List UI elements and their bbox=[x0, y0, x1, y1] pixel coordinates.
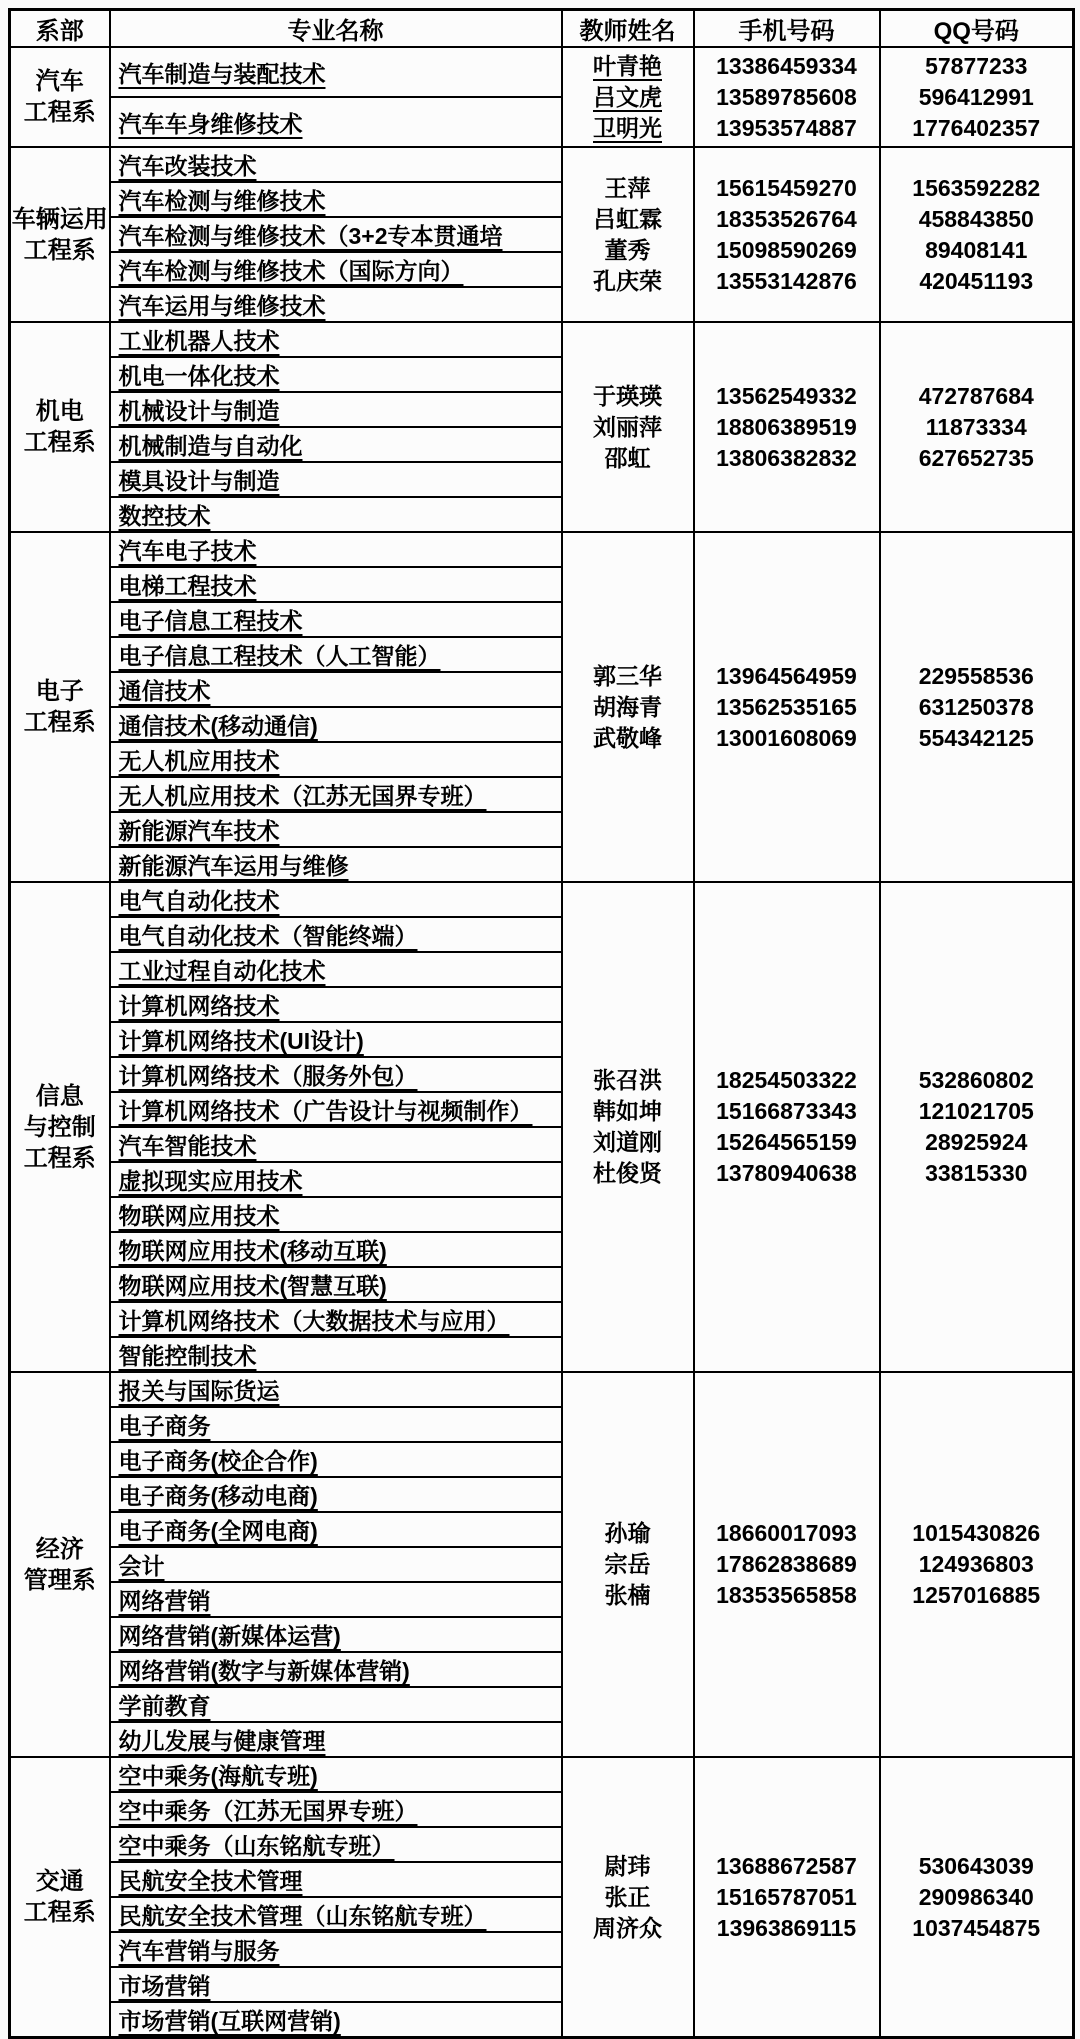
phone-number: 13386459334 bbox=[716, 52, 857, 79]
major-cell bbox=[110, 952, 562, 987]
department-cell bbox=[10, 882, 110, 1372]
qq-number: 290986340 bbox=[918, 1883, 1034, 1910]
major-name: 电子商务(全网电商) bbox=[118, 1518, 318, 1544]
qq-number: 33815330 bbox=[925, 1160, 1028, 1186]
department-name-line: 机电 bbox=[35, 398, 84, 425]
major-cell bbox=[110, 1057, 562, 1092]
teacher-name: 尉玮 bbox=[604, 1852, 651, 1879]
major-cell bbox=[110, 1512, 562, 1547]
major-cell bbox=[110, 1022, 562, 1057]
teacher-name: 吕虹霖 bbox=[593, 205, 662, 232]
phone-cell bbox=[694, 1757, 880, 2038]
phone-number: 15264565159 bbox=[716, 1129, 857, 1155]
qq-cell bbox=[880, 47, 1074, 147]
phone-number: 13953574887 bbox=[716, 114, 857, 141]
major-name: 电梯工程技术 bbox=[118, 573, 257, 599]
major-cell bbox=[110, 1582, 562, 1617]
table-row bbox=[10, 1372, 1074, 1407]
teacher-name: 孔庆荣 bbox=[593, 267, 662, 294]
major-cell bbox=[110, 427, 562, 462]
department-name-line: 电子 bbox=[35, 678, 84, 705]
major-name: 电子商务(校企合作) bbox=[118, 1448, 318, 1474]
major-name: 幼儿发展与健康管理 bbox=[118, 1728, 326, 1754]
department-name-line: 工程系 bbox=[23, 236, 96, 264]
department-name-line: 与控制 bbox=[23, 1113, 96, 1141]
qq-number: 1257016885 bbox=[912, 1582, 1041, 1608]
major-name: 计算机网络技术（大数据技术与应用） bbox=[118, 1308, 510, 1334]
major-name: 新能源汽车运用与维修 bbox=[118, 853, 349, 879]
teacher-cell bbox=[562, 322, 694, 532]
department-name-line: 交通 bbox=[35, 1868, 84, 1895]
teacher-name: 叶青艳 bbox=[593, 52, 662, 79]
major-name: 网络营销 bbox=[118, 1588, 211, 1614]
qq-number: 532860802 bbox=[918, 1067, 1034, 1093]
major-name: 汽车智能技术 bbox=[118, 1133, 257, 1159]
department-name-line: 工程系 bbox=[23, 709, 96, 736]
teacher-name: 杜俊贤 bbox=[593, 1160, 662, 1186]
qq-number: 11873334 bbox=[925, 413, 1027, 440]
teacher-name: 张召洪 bbox=[593, 1067, 662, 1093]
major-name: 计算机网络技术（广告设计与视频制作） bbox=[118, 1098, 533, 1124]
major-name: 汽车检测与维修技术 bbox=[118, 188, 326, 214]
header-phone-number: 手机号码 bbox=[694, 10, 880, 48]
department-name-line: 工程系 bbox=[23, 1144, 96, 1172]
qq-number: 627652735 bbox=[918, 444, 1034, 471]
teacher-name: 王萍 bbox=[604, 174, 651, 201]
major-cell bbox=[110, 1547, 562, 1582]
major-cell bbox=[110, 1372, 562, 1407]
phone-number: 15166873343 bbox=[716, 1098, 857, 1124]
major-name: 空中乘务(海航专班) bbox=[118, 1763, 318, 1789]
major-cell bbox=[110, 1302, 562, 1337]
major-cell bbox=[110, 1267, 562, 1302]
teacher-cell bbox=[562, 532, 694, 882]
qq-cell bbox=[880, 1372, 1074, 1757]
major-cell bbox=[110, 97, 562, 147]
phone-number: 17862838689 bbox=[716, 1551, 857, 1577]
major-name: 虚拟现实应用技术 bbox=[118, 1168, 303, 1194]
teacher-name bbox=[563, 82, 693, 113]
qq-number: 89408141 bbox=[925, 236, 1028, 263]
major-name: 汽车电子技术 bbox=[118, 538, 257, 564]
qq-number: 229558536 bbox=[918, 662, 1034, 689]
major-cell bbox=[110, 357, 562, 392]
major-name: 物联网应用技术 bbox=[118, 1203, 280, 1229]
phone-cell bbox=[694, 322, 880, 532]
qq-number: 631250378 bbox=[918, 693, 1034, 720]
phone-number: 18353526764 bbox=[716, 205, 857, 232]
teacher-name: 周济众 bbox=[593, 1914, 662, 1941]
major-name: 模具设计与制造 bbox=[118, 468, 280, 494]
major-name: 电气自动化技术（智能终端） bbox=[118, 923, 418, 949]
major-name: 民航安全技术管理 bbox=[118, 1868, 303, 1894]
major-name: 电子商务 bbox=[118, 1413, 211, 1439]
major-name: 无人机应用技术（江苏无国界专班） bbox=[118, 783, 487, 809]
department-name-line: 管理系 bbox=[23, 1566, 96, 1594]
major-cell bbox=[110, 672, 562, 707]
department-contact-table bbox=[8, 8, 1075, 2039]
phone-cell bbox=[694, 147, 880, 322]
major-cell bbox=[110, 1477, 562, 1512]
major-cell bbox=[110, 497, 562, 532]
qq-cell bbox=[880, 322, 1074, 532]
major-name: 汽车改装技术 bbox=[118, 153, 257, 179]
header-row bbox=[10, 10, 1074, 48]
major-name: 计算机网络技术（服务外包） bbox=[118, 1063, 418, 1089]
qq-number: 472787684 bbox=[918, 382, 1034, 409]
teacher-name: 张正 bbox=[604, 1883, 651, 1910]
table-row bbox=[10, 147, 1074, 182]
qq-cell bbox=[880, 147, 1074, 322]
phone-cell bbox=[694, 1372, 880, 1757]
major-cell bbox=[110, 1092, 562, 1127]
major-cell bbox=[110, 217, 562, 252]
major-name: 空中乘务（江苏无国界专班） bbox=[118, 1798, 418, 1824]
major-name: 物联网应用技术(移动互联) bbox=[118, 1238, 387, 1264]
qq-number: 1015430826 bbox=[912, 1520, 1041, 1546]
department-cell bbox=[10, 147, 110, 322]
major-name: 机电一体化技术 bbox=[118, 363, 280, 389]
header-department: 系部 bbox=[10, 10, 110, 48]
major-name: 市场营销(互联网营销) bbox=[118, 2008, 341, 2034]
teacher-name: 武敬峰 bbox=[593, 724, 662, 751]
major-cell bbox=[110, 1617, 562, 1652]
major-cell bbox=[110, 637, 562, 672]
phone-number: 13806382832 bbox=[716, 444, 857, 471]
qq-number: 1776402357 bbox=[912, 114, 1041, 141]
major-name: 汽车检测与维修技术（3+2专本贯通培 bbox=[118, 223, 503, 249]
major-cell bbox=[110, 252, 562, 287]
major-cell bbox=[110, 1337, 562, 1372]
major-cell bbox=[110, 392, 562, 427]
major-name: 民航安全技术管理（山东铭航专班） bbox=[118, 1903, 487, 1929]
major-cell bbox=[110, 1757, 562, 1792]
qq-number: 1037454875 bbox=[912, 1914, 1041, 1941]
major-cell bbox=[110, 1232, 562, 1267]
major-name: 电子商务(移动电商) bbox=[118, 1483, 318, 1509]
major-name: 工业机器人技术 bbox=[118, 328, 280, 354]
major-cell bbox=[110, 2002, 562, 2038]
major-cell bbox=[110, 182, 562, 217]
major-cell bbox=[110, 1407, 562, 1442]
major-name: 智能控制技术 bbox=[118, 1343, 257, 1369]
major-cell bbox=[110, 1967, 562, 2002]
major-name: 市场营销 bbox=[118, 1973, 211, 1999]
major-cell bbox=[110, 567, 562, 602]
major-cell bbox=[110, 602, 562, 637]
major-name: 会计 bbox=[118, 1553, 165, 1579]
major-cell bbox=[110, 812, 562, 847]
major-name: 学前教育 bbox=[118, 1693, 211, 1719]
qq-number: 28925924 bbox=[925, 1129, 1028, 1155]
phone-number: 18254503322 bbox=[716, 1067, 857, 1093]
qq-number: 420451193 bbox=[919, 267, 1034, 294]
teacher-name: 韩如坤 bbox=[593, 1098, 662, 1124]
qq-cell bbox=[880, 882, 1074, 1372]
department-name-line: 车辆运用 bbox=[11, 205, 108, 233]
qq-number: 124936803 bbox=[918, 1551, 1034, 1577]
phone-number: 13688672587 bbox=[716, 1852, 857, 1879]
teacher-name: 刘道刚 bbox=[593, 1129, 662, 1155]
teacher-name: 宗岳 bbox=[604, 1551, 651, 1577]
phone-number: 13562535165 bbox=[716, 693, 857, 720]
phone-number: 13589785608 bbox=[716, 83, 857, 110]
major-cell bbox=[110, 462, 562, 497]
major-cell bbox=[110, 1722, 562, 1757]
major-cell bbox=[110, 777, 562, 812]
department-cell bbox=[10, 47, 110, 147]
major-cell bbox=[110, 532, 562, 567]
teacher-name: 卫明光 bbox=[593, 114, 662, 141]
major-name: 计算机网络技术 bbox=[118, 993, 280, 1019]
qq-number: 458843850 bbox=[918, 205, 1034, 232]
phone-number: 15098590269 bbox=[716, 236, 857, 263]
phone-cell bbox=[694, 47, 880, 147]
qq-cell bbox=[880, 1757, 1074, 2038]
table-row bbox=[10, 47, 1074, 97]
qq-number: 57877233 bbox=[925, 52, 1028, 79]
table-row bbox=[10, 882, 1074, 917]
teacher-name: 邵虹 bbox=[604, 444, 651, 471]
major-cell bbox=[110, 47, 562, 97]
department-name-line: 工程系 bbox=[23, 429, 96, 456]
major-name: 新能源汽车技术 bbox=[118, 818, 280, 844]
phone-number: 13553142876 bbox=[716, 267, 857, 294]
phone-number: 18660017093 bbox=[716, 1520, 857, 1546]
teacher-name: 胡海青 bbox=[593, 693, 662, 720]
major-cell bbox=[110, 1932, 562, 1967]
phone-number: 15165787051 bbox=[716, 1883, 857, 1910]
major-cell bbox=[110, 1687, 562, 1722]
table-row bbox=[10, 532, 1074, 567]
phone-number: 13780940638 bbox=[716, 1160, 857, 1186]
major-name: 电子信息工程技术 bbox=[118, 608, 303, 634]
major-cell bbox=[110, 917, 562, 952]
table-row bbox=[10, 1757, 1074, 1792]
major-cell bbox=[110, 1862, 562, 1897]
department-name-line: 工程系 bbox=[23, 1899, 96, 1926]
teacher-name: 于瑛瑛 bbox=[593, 382, 662, 409]
phone-number: 15615459270 bbox=[716, 174, 857, 201]
major-cell bbox=[110, 1827, 562, 1862]
department-name-line: 经济 bbox=[35, 1535, 84, 1563]
major-cell bbox=[110, 1792, 562, 1827]
major-name: 电气自动化技术 bbox=[118, 888, 280, 914]
major-cell bbox=[110, 707, 562, 742]
teacher-name: 董秀 bbox=[604, 236, 651, 263]
phone-number: 13964564959 bbox=[716, 662, 857, 689]
teacher-name: 郭三华 bbox=[593, 662, 662, 689]
major-name: 工业过程自动化技术 bbox=[118, 958, 326, 984]
header-teacher-name: 教师姓名 bbox=[562, 10, 694, 48]
qq-number: 554342125 bbox=[918, 724, 1034, 751]
phone-number: 13562549332 bbox=[716, 382, 857, 409]
phone-cell bbox=[694, 532, 880, 882]
major-name: 机械设计与制造 bbox=[118, 398, 280, 424]
major-name: 汽车车身维修技术 bbox=[118, 110, 303, 137]
header-major-name: 专业名称 bbox=[110, 10, 562, 48]
header-qq-number: QQ号码 bbox=[880, 10, 1074, 48]
teacher-cell bbox=[562, 47, 694, 147]
teacher-name: 孙瑜 bbox=[604, 1520, 651, 1546]
major-name: 通信技术(移动通信) bbox=[118, 713, 318, 739]
department-name-line: 汽车 bbox=[35, 68, 84, 95]
teacher-name: 刘丽萍 bbox=[593, 413, 662, 440]
department-cell bbox=[10, 1372, 110, 1757]
major-name: 机械制造与自动化 bbox=[118, 433, 303, 459]
major-cell bbox=[110, 847, 562, 882]
phone-number: 13001608069 bbox=[716, 724, 857, 751]
teacher-name: 吕文虎 bbox=[593, 83, 662, 110]
table-body bbox=[10, 47, 1074, 2038]
major-name: 数控技术 bbox=[118, 503, 211, 529]
phone-cell bbox=[694, 882, 880, 1372]
department-name-line: 工程系 bbox=[23, 99, 96, 126]
major-cell bbox=[110, 1162, 562, 1197]
qq-number: 1563592282 bbox=[912, 174, 1041, 201]
department-cell bbox=[10, 322, 110, 532]
qq-number: 121021705 bbox=[918, 1098, 1034, 1124]
major-cell bbox=[110, 1197, 562, 1232]
department-cell bbox=[10, 1757, 110, 2038]
major-name: 计算机网络技术(UI设计) bbox=[118, 1028, 364, 1054]
major-name: 汽车制造与装配技术 bbox=[118, 60, 326, 87]
major-name: 物联网应用技术(智慧互联) bbox=[118, 1273, 387, 1299]
phone-number: 18806389519 bbox=[716, 413, 857, 440]
major-name: 汽车检测与维修技术（国际方向） bbox=[118, 258, 464, 284]
table-row bbox=[10, 322, 1074, 357]
major-name: 汽车营销与服务 bbox=[118, 1938, 280, 1964]
major-cell bbox=[110, 287, 562, 322]
major-name: 空中乘务（山东铭航专班） bbox=[118, 1833, 395, 1859]
major-name: 网络营销(数字与新媒体营销) bbox=[118, 1658, 410, 1684]
major-cell bbox=[110, 1897, 562, 1932]
major-cell bbox=[110, 1652, 562, 1687]
major-name: 电子信息工程技术（人工智能） bbox=[118, 643, 441, 669]
phone-number: 13963869115 bbox=[716, 1914, 857, 1941]
major-cell bbox=[110, 1127, 562, 1162]
major-cell bbox=[110, 1442, 562, 1477]
major-name: 汽车运用与维修技术 bbox=[118, 293, 326, 319]
department-cell bbox=[10, 532, 110, 882]
teacher-cell bbox=[562, 1372, 694, 1757]
qq-number: 596412991 bbox=[918, 83, 1034, 110]
qq-cell bbox=[880, 532, 1074, 882]
teacher-cell bbox=[562, 882, 694, 1372]
teacher-cell bbox=[562, 1757, 694, 2038]
major-name: 通信技术 bbox=[118, 678, 211, 704]
department-name-line: 信息 bbox=[35, 1082, 84, 1110]
major-cell bbox=[110, 987, 562, 1022]
major-cell bbox=[110, 742, 562, 777]
major-cell bbox=[110, 322, 562, 357]
table-header bbox=[10, 10, 1074, 48]
major-cell bbox=[110, 882, 562, 917]
major-name: 无人机应用技术 bbox=[118, 748, 280, 774]
major-cell bbox=[110, 147, 562, 182]
teacher-name bbox=[563, 113, 693, 144]
major-name: 报关与国际货运 bbox=[118, 1378, 280, 1404]
phone-number: 18353565858 bbox=[716, 1582, 857, 1608]
teacher-name bbox=[563, 51, 693, 82]
teacher-cell bbox=[562, 147, 694, 322]
teacher-name: 张楠 bbox=[604, 1582, 651, 1608]
qq-number: 530643039 bbox=[918, 1852, 1034, 1879]
major-name: 网络营销(新媒体运营) bbox=[118, 1623, 341, 1649]
